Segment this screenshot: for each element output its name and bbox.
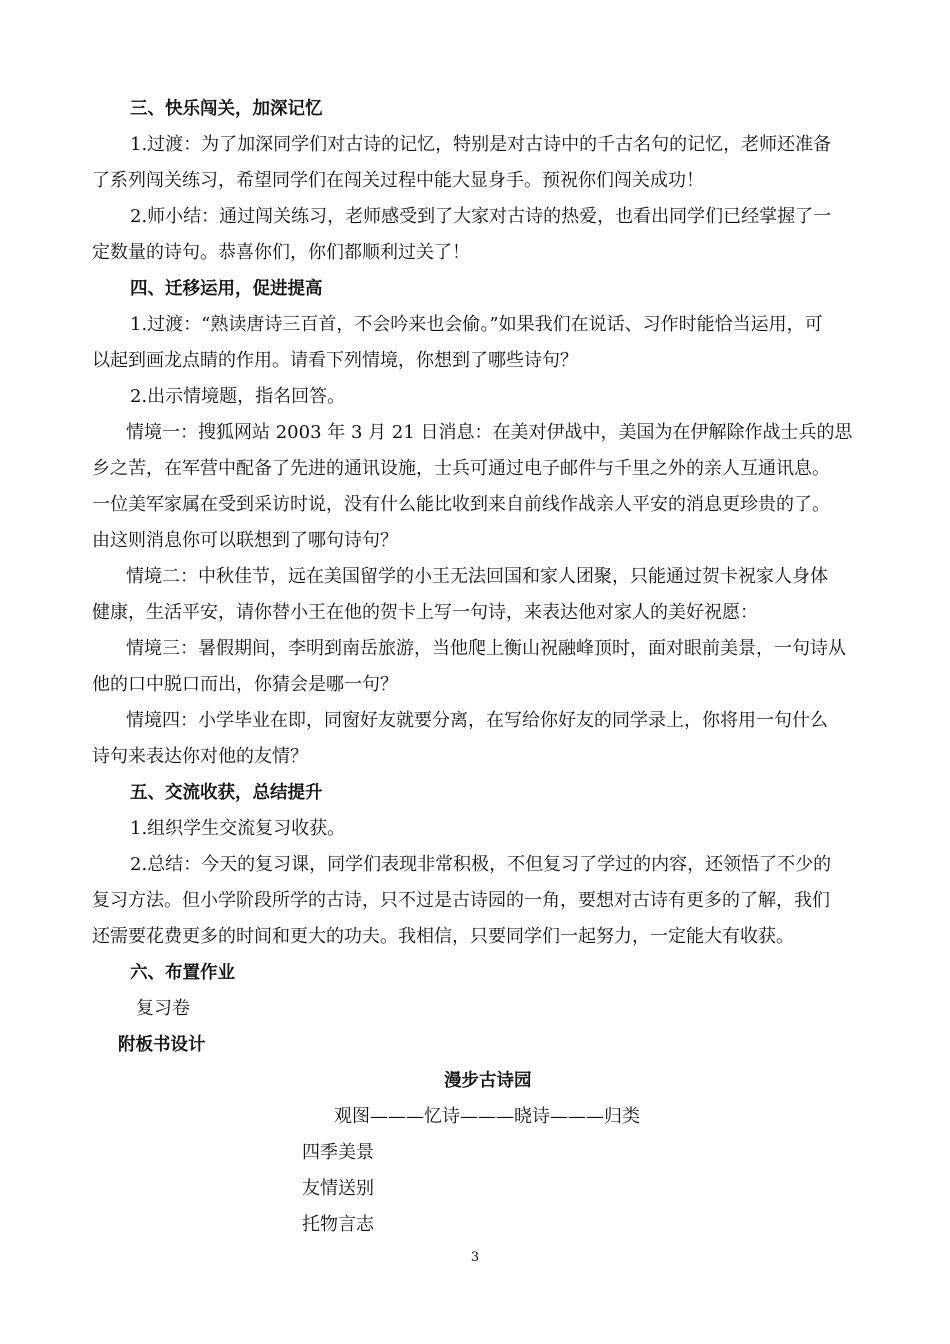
section-4-heading: 四、迁移运用，促进提高 — [130, 279, 323, 299]
scenario-2-line-2: 健康，生活平安，请你替小王在他的贺卡上写一句诗，来表达他对家人的美好祝愿： — [92, 602, 758, 623]
scenario-4-line-2: 诗句来表达你对他的友情？ — [92, 746, 308, 767]
section-5-paragraph-2-line-1: 2.总结：今天的复习课，同学们表现非常积极，不但复习了学过的内容，还领悟了不少的 — [130, 854, 832, 875]
section-3-paragraph-1-line-2: 了系列闯关练习，希望同学们在闯关过程中能大显身手。预祝你们闯关成功！ — [92, 170, 704, 191]
board-title: 漫步古诗园 — [444, 1071, 532, 1091]
board-flow: 观图———忆诗———晓诗———归类 — [334, 1106, 640, 1127]
section-3-heading: 三、快乐闯关，加深记忆 — [130, 99, 323, 119]
scenario-1-line-4: 由这则消息你可以联想到了哪句诗句？ — [92, 530, 398, 551]
board-item-seasons: 四季美景 — [302, 1142, 374, 1163]
section-5-paragraph-2-line-3: 还需要花费更多的时间和更大的功夫。我相信，只要同学们一起努力，一定能大有收获。 — [92, 926, 794, 947]
section-4-paragraph-1-line-2: 以起到画龙点睛的作用。请看下列情境，你想到了哪些诗句？ — [92, 350, 578, 371]
section-4-paragraph-1-line-1: 1.过渡：“熟读唐诗三百首，不会吟来也会偷。”如果我们在说话、习作时能恰当运用，可 — [130, 314, 823, 335]
section-3-paragraph-1-line-1: 1.过渡：为了加深同学们对古诗的记忆，特别是对古诗中的千古名句的记忆，老师还准备 — [130, 134, 832, 155]
scenario-3-line-2: 他的口中脱口而出，你猜会是哪一句？ — [92, 674, 398, 695]
homework-item: 复习卷 — [136, 998, 190, 1019]
section-5-paragraph-1-line-1: 1.组织学生交流复习收获。 — [130, 818, 346, 839]
board-design-heading: 附板书设计 — [118, 1035, 206, 1055]
board-item-farewell: 友情送别 — [302, 1178, 374, 1199]
board-item-aspiration: 托物言志 — [302, 1214, 374, 1235]
page-number: 3 — [470, 1250, 480, 1265]
scenario-2-line-1: 情境二：中秋佳节，远在美国留学的小王无法回国和家人团聚，只能通过贺卡祝家人身体 — [126, 566, 828, 587]
scenario-4-line-1: 情境四：小学毕业在即，同窗好友就要分离，在写给你好友的同学录上，你将用一句什么 — [126, 710, 828, 731]
section-5-paragraph-2-line-2: 复习方法。但小学阶段所学的古诗，只不过是古诗园的一角，要想对古诗有更多的了解，我们 — [92, 890, 830, 911]
scenario-1-line-1: 情境一：搜狐网站 2003 年 3 月 21 日消息：在美对伊战中，美国为在伊解除作战士兵的思 — [126, 422, 853, 443]
section-3-paragraph-2-line-1: 2.师小结：通过闯关练习，老师感受到了大家对古诗的热爱，也看出同学们已经掌握了一 — [130, 206, 832, 227]
section-5-heading: 五、交流收获，总结提升 — [130, 783, 323, 803]
section-4-paragraph-2-line-1: 2.出示情境题，指名回答。 — [130, 386, 346, 407]
section-6-heading: 六、布置作业 — [130, 963, 235, 983]
scenario-1-line-2: 乡之苦，在军营中配备了先进的通讯设施，士兵可通过电子邮件与千里之外的亲人互通讯息。 — [92, 458, 830, 479]
scenario-1-line-3: 一位美军家属在受到采访时说，没有什么能比收到来自前线作战亲人平安的消息更珍贵的了。 — [92, 494, 830, 515]
section-3-paragraph-2-line-2: 定数量的诗句。恭喜你们，你们都顺利过关了！ — [92, 242, 470, 263]
scenario-3-line-1: 情境三：暑假期间，李明到南岳旅游，当他爬上衡山祝融峰顶时，面对眼前美景，一句诗从 — [126, 638, 846, 659]
